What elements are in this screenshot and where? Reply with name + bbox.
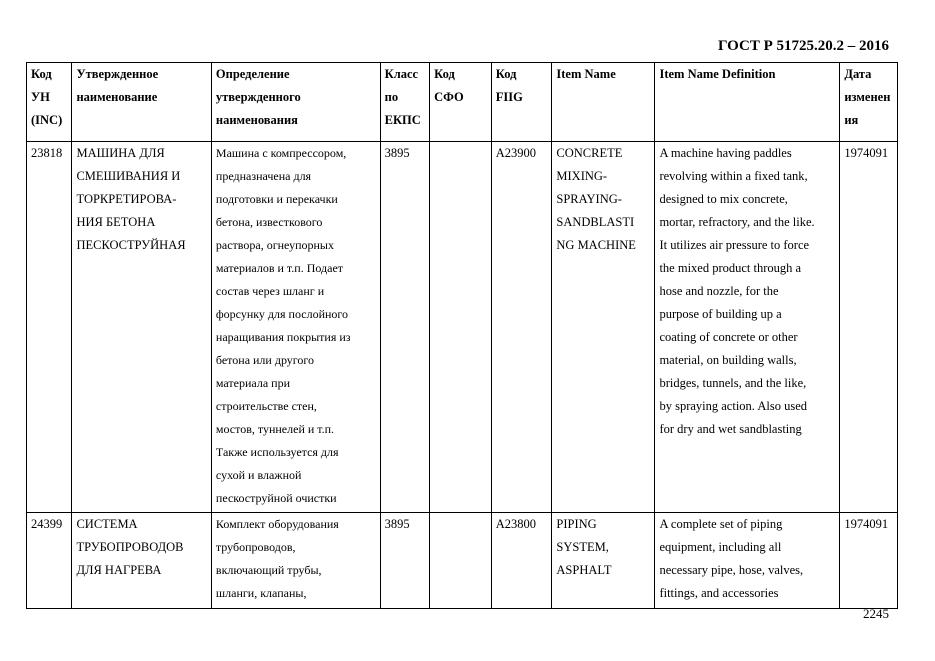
cell-sfo: [430, 513, 492, 609]
cell-name-ru: МАШИНА ДЛЯ СМЕШИВАНИЯ И ТОРКРЕТИРОВА- НИЯ БЕТОНА ПЕСКОСТРУЙНАЯ: [72, 142, 211, 513]
cell-item-def: A machine having paddles revolving within a fixed tank, designed to mix concrete, mortar, refractory, and the like. It utilizes air pressure to force the mixed product through a hose and nozzle, for the purpose of building up a coating of concrete or other material, on building walls, bridges, tunnels, and the like, by spraying action. Also used for dry and wet sandblasting: [655, 142, 840, 513]
col-header-fiig: Код FIIG: [491, 63, 552, 142]
cell-fiig: A23900: [491, 142, 552, 513]
document-header: ГОСТ Р 51725.20.2 – 2016: [717, 38, 889, 54]
page-number: 2245: [863, 606, 889, 621]
cell-def-ru: Комплект оборудования трубопроводов, включающий трубы, шланги, клапаны,: [211, 513, 380, 609]
cell-class: 3895: [380, 142, 430, 513]
cell-sfo: [430, 142, 492, 513]
cell-inc: 23818: [27, 142, 72, 513]
col-header-inc: Код УН (INC): [27, 63, 72, 142]
table-header-row: [27, 63, 898, 142]
cell-class: 3895: [380, 513, 430, 609]
cell-item-def: A complete set of piping equipment, including all necessary pipe, hose, valves, fittings, and accessories: [655, 513, 840, 609]
col-header-class: Класс по ЕКПС: [380, 63, 430, 142]
cell-inc: 24399: [27, 513, 72, 609]
col-header-sfo: Код СФО: [430, 63, 492, 142]
cell-name-ru: СИСТЕМА ТРУБОПРОВОДОВ ДЛЯ НАГРЕВА: [72, 513, 211, 609]
table-row: [27, 513, 898, 609]
col-header-name-ru: Утвержденное наименование: [72, 63, 211, 142]
cell-fiig: A23800: [491, 513, 552, 609]
table-row: [27, 142, 898, 513]
cell-date: 1974091: [840, 513, 898, 609]
col-header-item-name: Item Name: [552, 63, 655, 142]
nomenclature-table: [26, 62, 898, 609]
col-header-date: Дата изменен ия: [840, 63, 898, 142]
cell-def-ru: Машина с компрессором, предназначена для подготовки и перекачки бетона, известкового раствора, огнеупорных материалов и т.п. Подает состав через шланг и форсунку для послойного наращивания покрытия из бетона или другого материала при строительстве стен, мостов, туннелей и т.п. Также используется для сухой и влажной пескоструйной очистки: [211, 142, 380, 513]
col-header-def-ru: Определение утвержденного наименования: [211, 63, 380, 142]
cell-item-name: PIPING SYSTEM, ASPHALT: [552, 513, 655, 609]
col-header-item-def: Item Name Definition: [655, 63, 840, 142]
cell-item-name: CONCRETE MIXING- SPRAYING- SANDBLASTI NG MACHINE: [552, 142, 655, 513]
cell-date: 1974091: [840, 142, 898, 513]
